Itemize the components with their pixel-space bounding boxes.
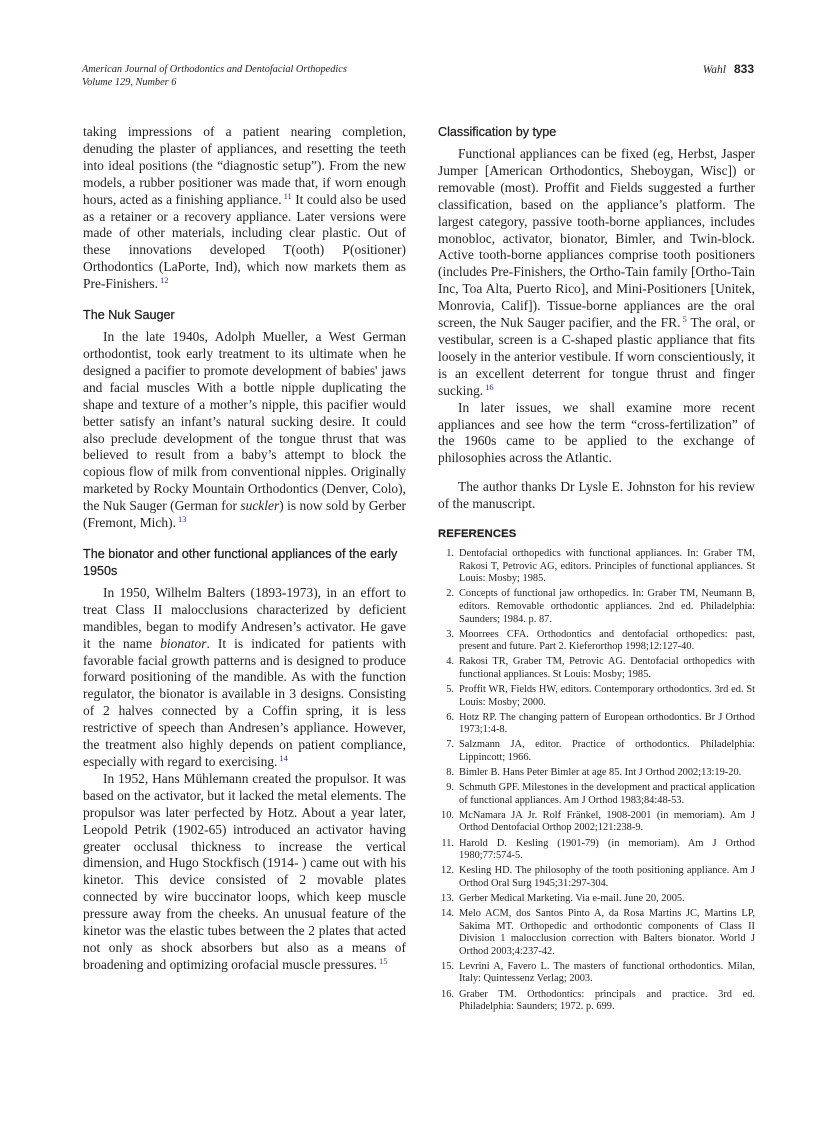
reference-text: Bimler B. Hans Peter Bimler at age 85. Int J Orthod 2002;13:19-20.	[459, 767, 742, 779]
reference-item	[438, 782, 755, 807]
reference-text: Dentofacial orthopedics with functional appliances. In: Graber TM, Rakosi T, Petrovic AG, editors. Principles of functional appliances. St Louis: Mosby; 1985.	[459, 548, 755, 585]
reference-number: 11.	[441, 837, 454, 849]
reference-item	[438, 865, 755, 890]
paragraph-text: In 1950, Wilhelm Balters (1893-1973), in an effort to treat Class II malocclusions characterized by deficient mandibles, began to modify Andresen’s activator. He gave it the name	[83, 584, 406, 651]
italic-term: bionator	[160, 635, 207, 651]
reference-list	[438, 548, 755, 1014]
reference-number: 6.	[446, 711, 454, 723]
reference-text: Gerber Medical Marketing. Via e-mail. June 20, 2005.	[459, 892, 685, 904]
paragraph-text: It could also be used as a retainer or a recovery appliance. Later versions were made of other materials, including clear plastic. Out of these innovations developed T(ooth) P(ositioner) Orthodontics (LaPorte, Ind), which now markets them as Pre-Finishers.	[83, 191, 406, 292]
reference-number: 14.	[441, 907, 454, 919]
journal-citation	[82, 63, 347, 89]
reference-item	[438, 838, 755, 863]
journal-volume: Volume 129, Number 6	[82, 77, 177, 88]
author-page	[703, 63, 754, 77]
paragraph-text: taking impressions of a patient nearing completion, denuding the plaster of appliances, and resetting the teeth into ideal positions (the “diagnostic setup”). From the new models, a rubber positioner was made that, if worn enough hours, acted as a finishing appliance.	[83, 124, 406, 207]
reference-number: 12.	[441, 865, 454, 877]
left-column	[83, 124, 406, 974]
page-number: 833	[733, 62, 754, 76]
reference-number: 15.	[441, 960, 454, 972]
reference-text: Levrini A, Favero L. The masters of functional orthodontics. Milan, Italy: Quintessenz Verlag; 2003.	[459, 960, 755, 985]
reference-number: 13.	[441, 892, 454, 904]
reference-number: 1.	[446, 548, 454, 560]
paragraph-text: In the late 1940s, Adolph Mueller, a West German orthodontist, took early treatment to its ultimate when he designed a pacifier to promote development of babies' jaws and facial muscles With a bottle nipple duplicating the shape and texture of a mother’s nipple, this pacifier would better satisfy an infant’s natural sucking desire. It could also preclude development of the tongue thrust that was believed to result from a baby’s attempt to block the copious flow of milk from conventional nipples. Originally marketed by Rocky Mountain Orthodontics (Denver, Colo), the Nuk Sauger (German for	[83, 329, 406, 514]
reference-number: 8.	[446, 767, 454, 779]
reference-item	[438, 588, 755, 626]
reference-number: 4.	[446, 656, 454, 668]
reference-item	[438, 893, 755, 906]
later-issues-paragraph: In later issues, we shall examine more recent appliances and see how the term “cross-fertilization” of the 1960s came to be applied to the exchange of philosophies across the Atlantic.	[438, 399, 755, 466]
citation-link[interactable]: 16	[485, 381, 494, 392]
paragraph-text: The oral, or vestibular, screen is a C-shaped plastic appliance that fits loosely in the anterior vestibule. If worn conscientiously, it is an excellent deterrent for tongue thrust and finger sucking.	[438, 315, 756, 398]
reference-item	[438, 656, 755, 681]
reference-item	[438, 548, 755, 586]
citation-link[interactable]: 5	[682, 314, 687, 325]
running-head	[82, 63, 754, 95]
citation-link[interactable]: 13	[177, 514, 187, 525]
paragraph-text: ) is now sold by Gerber (Fremont, Mich).	[83, 498, 407, 531]
section-heading-classification: Classification by type	[438, 125, 557, 139]
reference-number: 9.	[446, 782, 454, 794]
reference-item	[438, 739, 755, 764]
reference-item	[438, 989, 755, 1014]
journal-title: American Journal of Orthodontics and Dentofacial Orthopedics	[82, 64, 347, 75]
reference-number: 3.	[446, 628, 454, 640]
section-heading-bionator: The bionator and other functional appliances of the early 1950s	[83, 546, 398, 578]
reference-text: Concepts of functional jaw orthopedics. In: Graber TM, Neumann B, editors. Removable orthodontic appliances. 2nd ed. Philadelphia: Saunders; 1984. p. 87.	[459, 588, 755, 625]
nuk-paragraph	[83, 329, 406, 532]
reference-text: Hotz RP. The changing pattern of European orthodontics. Br J Orthod 1973;1:4-8.	[459, 711, 755, 736]
reference-number: 10.	[441, 809, 454, 821]
reference-item	[438, 712, 755, 737]
reference-text: Graber TM. Orthodontics: principals and practice. 3rd ed. Philadelphia: Saunders; 1972. p. 699.	[459, 988, 755, 1013]
reference-number: 7.	[446, 739, 454, 751]
citation-link[interactable]: 15	[379, 955, 388, 966]
section-heading-nuk-sauger: The Nuk Sauger	[83, 308, 175, 323]
reference-item	[438, 767, 755, 780]
reference-text: Kesling HD. The philosophy of the tooth positioning appliance. Am J Orthod Oral Surg 1945;31:297-304.	[459, 865, 755, 889]
bionator-paragraph	[83, 585, 406, 771]
running-author: Wahl	[702, 64, 726, 76]
reference-item	[438, 908, 755, 958]
reference-text: Harold D. Kesling (1901-79) (in memoriam). Am J Orthod 1980;77:574-5.	[459, 837, 755, 862]
acknowledgment: The author thanks Dr Lysle E. Johnston for his review of the manuscript.	[438, 479, 755, 512]
reference-text: Proffit WR, Fields HW, editors. Contemporary orthodontics. 3rd ed. St Louis: Mosby; 2000.	[459, 683, 755, 708]
reference-text: Rakosi TR, Graber TM, Petrovic AG. Dentofacial orthopedics with functional appliances. St Louis: Mosby; 1985.	[459, 656, 755, 680]
reference-item	[438, 684, 755, 709]
reference-text: Schmuth GPF. Milestones in the development and practical application of functional appliances. Am J Orthod 1983;84:48-53.	[459, 782, 755, 806]
citation-link[interactable]: 14	[279, 753, 288, 763]
references-heading: REFERENCES	[438, 528, 517, 541]
paragraph-text: In 1952, Hans Mühlemann created the propulsor. It was based on the activator, but it lacked the metal elements. The propulsor was later perfected by Hotz. About a year later, Leopold Petrik (1902-65) introduced an activator having greater occlusal thickness to increase the vertical dimension, and Hugo Stockfisch (1914- ) came out with his kinetor. This device consisted of 2 movable plates connected by wire buccinator loops, which keep muscle pressure away from the cheeks. An unusual feature of the kinetor was the elastic tubes between the 2 plates that acted not only as shock absorbers but also as a means of broadening and optimizing orofacial muscle pressures.	[83, 770, 406, 972]
paragraph-text: . It is indicated for patients with favorable facial growth patterns and is designed to produce forward positioning of the mandible. As with the function regulator, the bionator is available in 3 designs. Consisting of 2 halves connected by a Coffin spring, it is less restrictive of speech than Andresen’s appliance. However, the treatment also highly depends on patient compliance, especially with regard to exercising.	[83, 635, 407, 769]
italic-term: suckler	[240, 498, 280, 514]
citation-link[interactable]: 11	[283, 190, 292, 201]
reference-text: McNamara JA Jr. Rolf Fränkel, 1908-2001 (in memoriam). Am J Orthod Dentofacial Orthop 2002;121:238-9.	[459, 809, 755, 834]
reference-item	[438, 810, 755, 835]
paragraph-text: Functional appliances can be fixed (eg, Herbst, Jasper Jumper [American Orthodontics, Sheboygan, Wisc]) or removable (most). Proffit and Fields suggested a further classification, based on the appliance’s platform. The largest category, passive tooth-borne appliances, includes monobloc, activator, bionator, Bimler, and Twin-block. Active tooth-borne appliances comprise tooth positioners (includes Pre-Finishers, the Ortho-Tain family [Ortho-Tain Inc, Toa Alta, Puerto Rico], and Mini-Positioners [Unitek, Monrovia, Calif]). Tissue-borne appliances are the oral screen, the Nuk Sauger pacifier, and the FR.	[438, 146, 755, 331]
citation-link[interactable]: 12	[160, 275, 169, 286]
reference-number: 5.	[446, 683, 454, 695]
reference-number: 2.	[446, 588, 454, 600]
reference-number: 16.	[441, 988, 454, 1000]
classification-paragraph	[438, 146, 755, 400]
propulsor-paragraph	[83, 771, 406, 974]
reference-item	[438, 629, 755, 654]
intro-paragraph	[83, 124, 406, 293]
right-column	[438, 124, 755, 1016]
reference-text: Salzmann JA, editor. Practice of orthodontics. Philadelphia: Lippincott; 1966.	[459, 739, 755, 763]
reference-item	[438, 961, 755, 986]
reference-text: Moorrees CFA. Orthodontics and dentofacial orthopedics: past, present and future. Part 2. Kieferorthop 1998;12:127-40.	[459, 628, 755, 653]
reference-text: Melo ACM, dos Santos Pinto A, da Rosa Martins JC, Martins LP, Sakima MT. Orthopedic and orthodontic components of Class II Division 1 malocclusion correction with Balters bionator. World J Orthod 2003;4:237-42.	[459, 907, 755, 957]
